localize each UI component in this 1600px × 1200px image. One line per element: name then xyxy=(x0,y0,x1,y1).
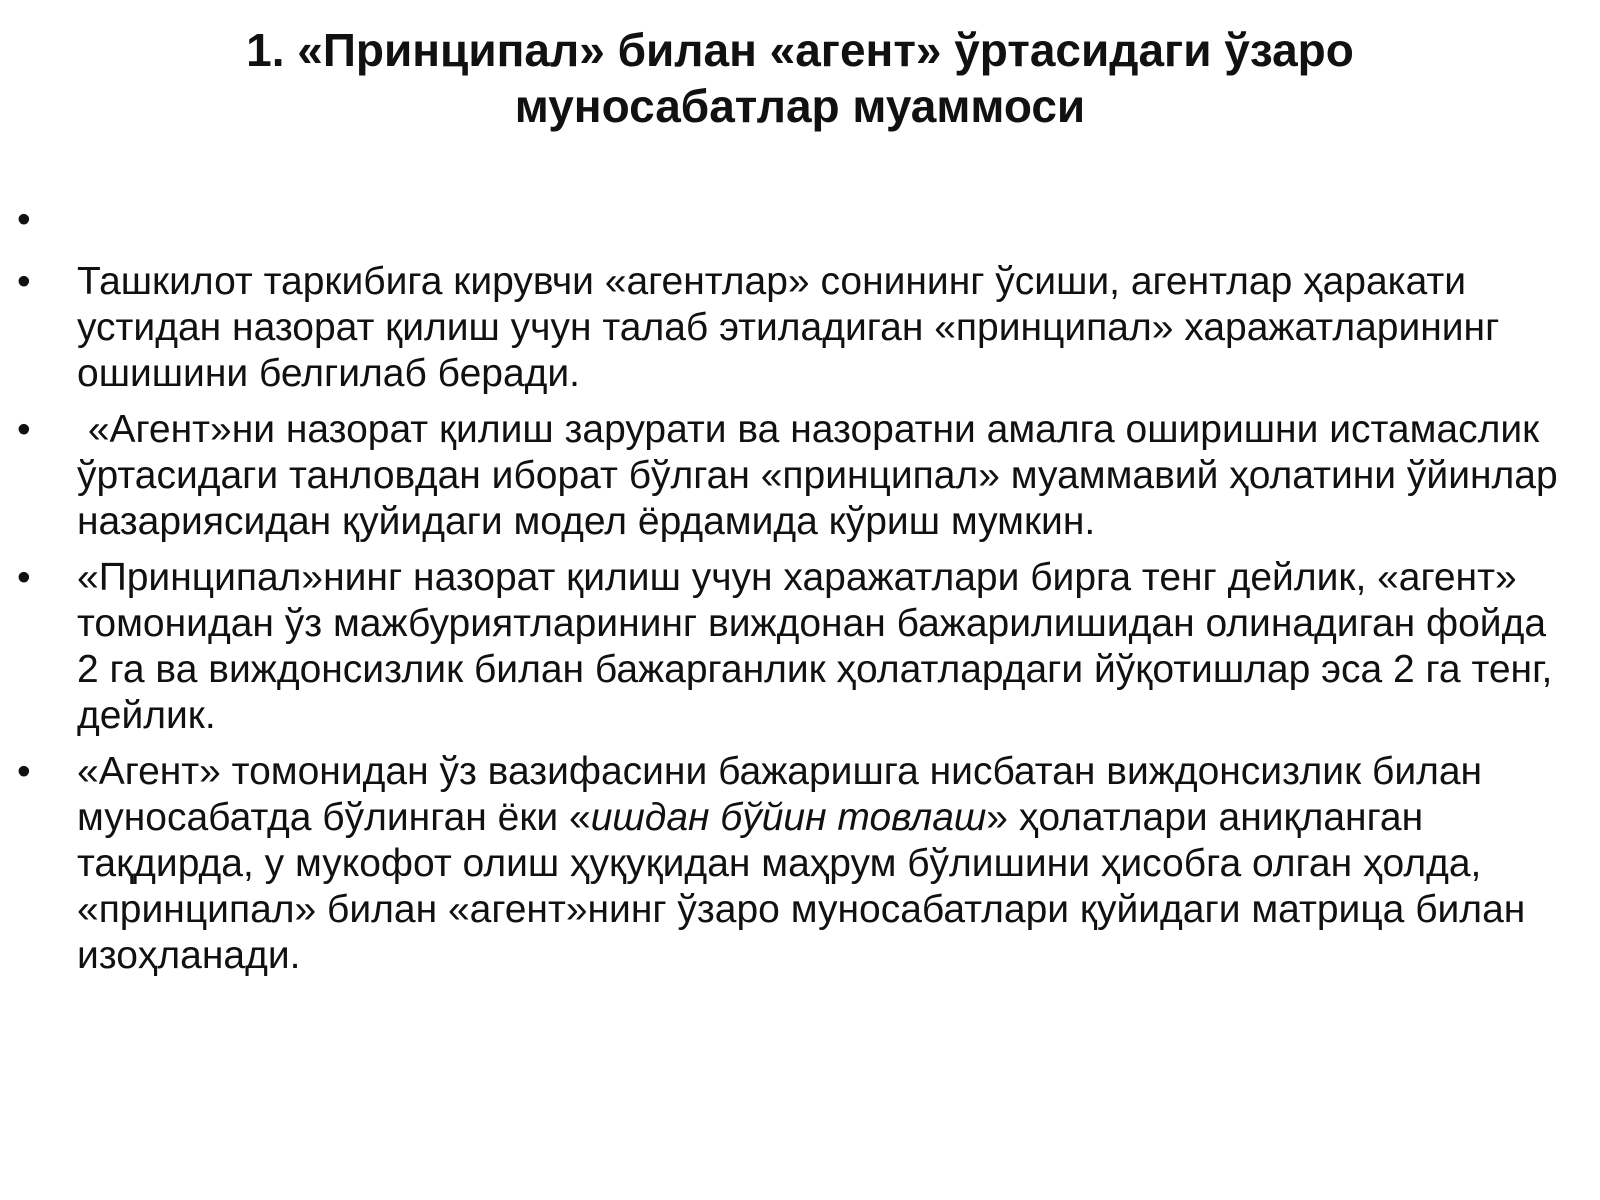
bullet-text-italic: ишдан бўйин товлаш xyxy=(590,796,987,839)
bullet-icon: • xyxy=(17,260,31,303)
slide-title-line-1: 1. «Принципал» билан «агент» ўртасидаги ўзаро xyxy=(246,24,1354,76)
bullet-text xyxy=(77,749,1560,979)
bullet-item-costs-assumption xyxy=(0,555,1600,739)
bullet-item-empty xyxy=(0,197,1600,243)
bullet-item-agents-growth xyxy=(0,259,1600,397)
bullet-text-part: «Агент» томонидан ўз вазифасини бажаришга нисбатан виждонсизлик билан муносабатда бўлинган ёки « xyxy=(77,750,1483,839)
bullet-text: «Агент»ни назорат қилиш зарурати ва назоратни амалга оширишни истамаслик ўртасидаги танловдан иборат бўлган «принципал» муаммавий ҳолатини ўйинлар назариясидан қуйидаги модел ёрдамида кўриш мумкин. xyxy=(77,408,1569,543)
slide-title-line-2: муносабатлар муаммоси xyxy=(514,80,1086,132)
bullet-icon: • xyxy=(17,556,31,599)
bullet-icon: • xyxy=(17,750,31,793)
bullet-text: Ташкилот таркибига кирувчи «агентлар» сонининг ўсиши, агентлар ҳаракати устидан назорат қилиш учун талаб этиладиган «принципал» харажатларининг ошишини белгилаб беради. xyxy=(77,260,1500,395)
slide-title xyxy=(60,22,1540,134)
bullet-list xyxy=(0,197,1600,989)
bullet-item-control-dilemma xyxy=(0,407,1600,545)
bullet-item-matrix-intro xyxy=(0,749,1600,979)
bullet-text: «Принципал»нинг назорат қилиш учун харажатлари бирга тенг дейлик, «агент» томонидан ўз мажбуриятларининг виждонан бажарилишидан олинадиган фойда 2 га ва виждонсизлик билан бажарганлик ҳолатлардаги йўқотишлар эса 2 га тенг, дейлик. xyxy=(77,556,1553,737)
bullet-icon: • xyxy=(17,408,31,451)
bullet-icon: • xyxy=(17,198,31,241)
bullet-text-part: » ҳолатлари аниқланган тақдирда, у мукофот олиш ҳуқуқидан маҳрум бўлишини ҳисобга олган ҳолда, «принципал» билан «агент»нинг ўзаро муносабатлари қуйидаги матрица билан изоҳланади. xyxy=(77,796,1526,977)
